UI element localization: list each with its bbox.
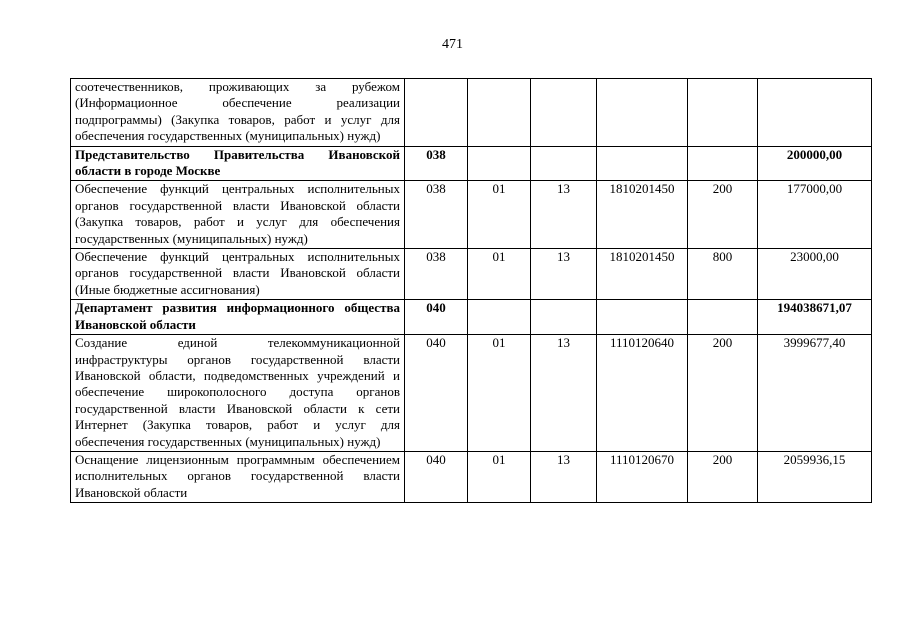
- row-name: Обеспечение функций центральных исполнительных органов государственной власти Ивановской области (Закупка товаров, работ и услуг для обеспечения государственных (муниципальных) нужд): [71, 181, 405, 249]
- expense-type-code: [688, 146, 758, 181]
- expense-type-code: [688, 300, 758, 335]
- section-code: 01: [468, 249, 531, 300]
- table-row: [71, 335, 872, 452]
- page-number: 471: [442, 37, 463, 52]
- subsection-code: 13: [531, 451, 597, 502]
- row-name: Обеспечение функций центральных исполнительных органов государственной власти Ивановской области (Иные бюджетные ассигнования): [71, 249, 405, 300]
- subsection-code: [531, 300, 597, 335]
- target-code: 1110120670: [597, 451, 688, 502]
- section-code: 01: [468, 181, 531, 249]
- table-row: [71, 249, 872, 300]
- budget-table: [70, 78, 872, 503]
- expense-type-code: 200: [688, 335, 758, 452]
- section-code: 01: [468, 335, 531, 452]
- expense-type-code: 200: [688, 181, 758, 249]
- sum-value: 177000,00: [758, 181, 872, 249]
- ministry-code: 038: [405, 181, 468, 249]
- ministry-code: 040: [405, 300, 468, 335]
- row-name: Создание единой телекоммуникационной инфраструктуры органов государственной власти Ивановской области, подведомственных учреждений и обеспечение широкополосного доступа органов государственной власти Ивановской области к сети Интернет (Закупка товаров, работ и услуг для обеспечения государственных (муниципальных) нужд): [71, 335, 405, 452]
- table-row: [71, 146, 872, 181]
- target-code: [597, 79, 688, 147]
- expense-type-code: 200: [688, 451, 758, 502]
- target-code: 1810201450: [597, 249, 688, 300]
- section-code: [468, 79, 531, 147]
- row-name: Оснащение лицензионным программным обеспечением исполнительных органов государственной власти Ивановской области: [71, 451, 405, 502]
- subsection-code: 13: [531, 335, 597, 452]
- table-row: [71, 300, 872, 335]
- ministry-code: 038: [405, 146, 468, 181]
- table-row: [71, 181, 872, 249]
- sum-value: 2059936,15: [758, 451, 872, 502]
- subsection-code: 13: [531, 249, 597, 300]
- ministry-code: 040: [405, 451, 468, 502]
- table-row: [71, 79, 872, 147]
- subsection-code: 13: [531, 181, 597, 249]
- sum-value: 23000,00: [758, 249, 872, 300]
- section-code: [468, 300, 531, 335]
- target-code: 1810201450: [597, 181, 688, 249]
- sum-value: [758, 79, 872, 147]
- target-code: [597, 146, 688, 181]
- ministry-code: 038: [405, 249, 468, 300]
- expense-type-code: 800: [688, 249, 758, 300]
- section-code: 01: [468, 451, 531, 502]
- expense-type-code: [688, 79, 758, 147]
- target-code: 1110120640: [597, 335, 688, 452]
- section-code: [468, 146, 531, 181]
- ministry-code: [405, 79, 468, 147]
- ministry-code: 040: [405, 335, 468, 452]
- sum-value: 200000,00: [758, 146, 872, 181]
- row-name: Представительство Правительства Ивановской области в городе Москве: [71, 146, 405, 181]
- table-row: [71, 451, 872, 502]
- row-name: соотечественников, проживающих за рубежом (Информационное обеспечение реализации подпрограммы) (Закупка товаров, работ и услуг для обеспечения государственных (муниципальных) нужд): [71, 79, 405, 147]
- target-code: [597, 300, 688, 335]
- sum-value: 194038671,07: [758, 300, 872, 335]
- sum-value: 3999677,40: [758, 335, 872, 452]
- subsection-code: [531, 79, 597, 147]
- row-name: Департамент развития информационного общества Ивановской области: [71, 300, 405, 335]
- subsection-code: [531, 146, 597, 181]
